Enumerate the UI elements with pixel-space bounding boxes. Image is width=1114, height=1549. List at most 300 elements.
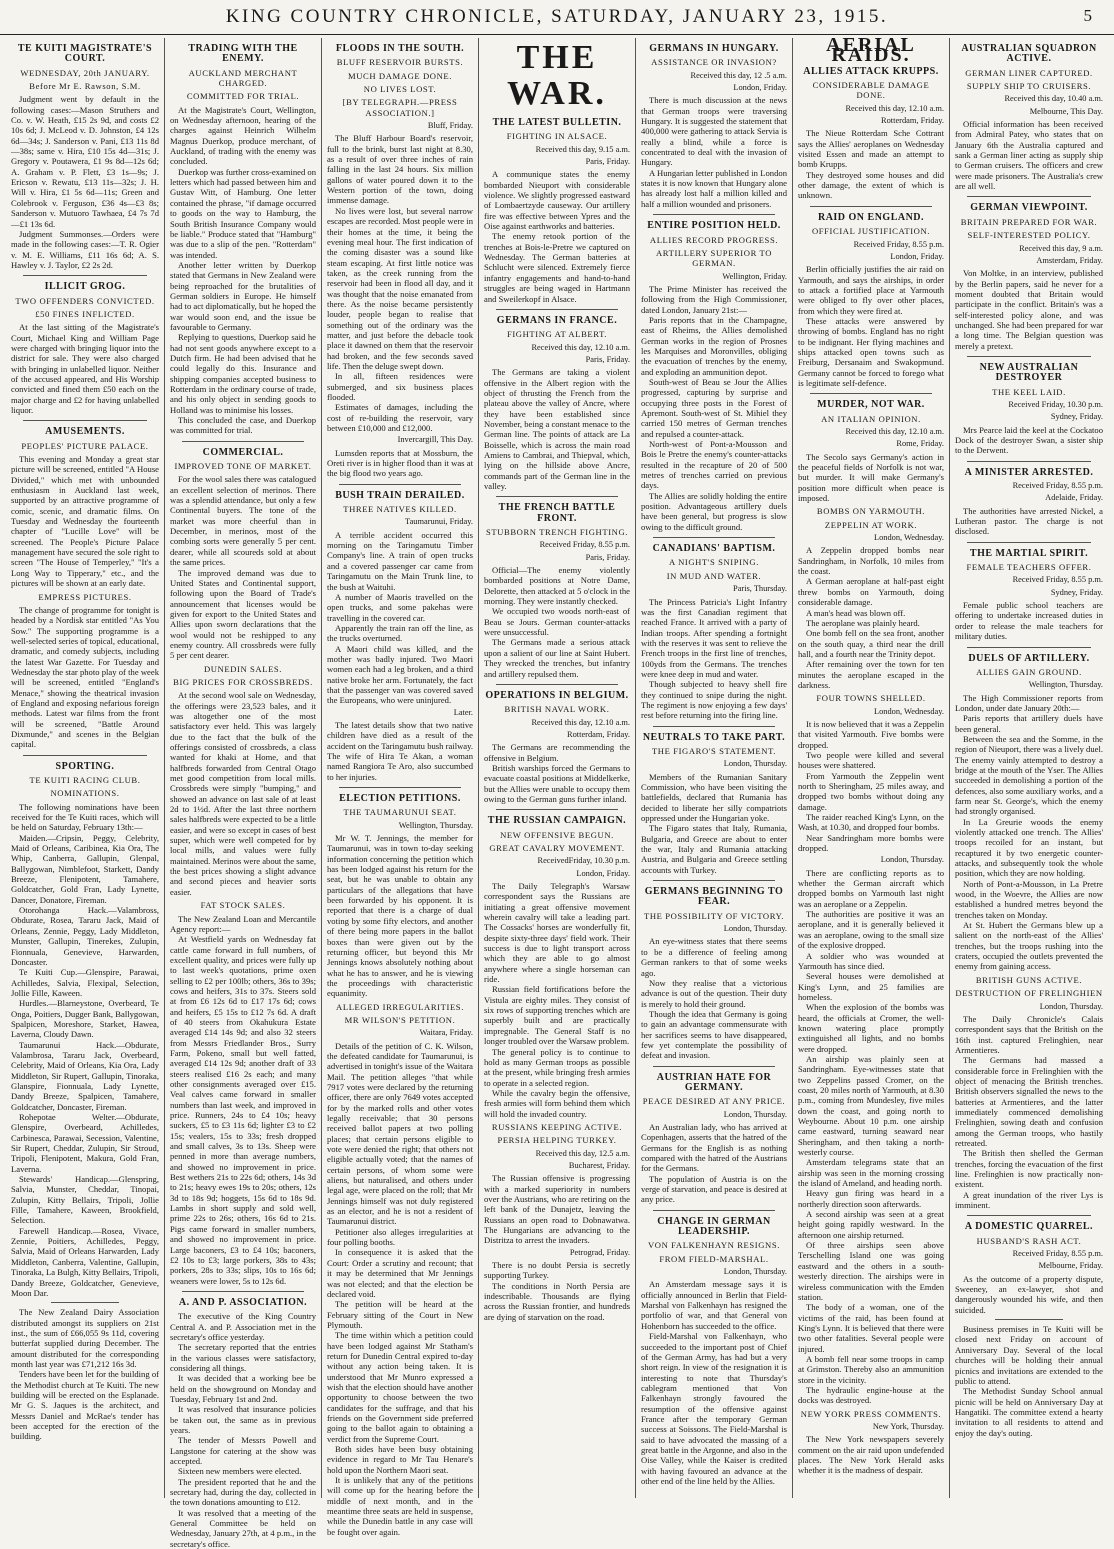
masthead — [0, 0, 1114, 35]
headline: A MINISTER ARRESTED. — [964, 466, 1094, 478]
divider — [496, 309, 618, 310]
article-paragraph: Von Moltke, in an interview, published by the Berlin papers, said he never for a moment doubted that Britain would participate in the conflict. Britain's was a self-interested policy alone, and was unchanged. She had been prepared for war a long time. The Belgian question was merely a pretext. — [955, 268, 1103, 351]
article-paragraph: A soldier who was wounded at Yarmouth has since died. — [798, 950, 944, 971]
subheading: BRITISH GUNS ACTIVE. — [975, 974, 1083, 985]
dateline: Paris, Friday. — [585, 354, 630, 364]
headline: COMMERCIAL. — [202, 446, 284, 458]
headline: MURDER, NOT WAR. — [817, 399, 925, 411]
article-paragraph: An eye-witness states that there seems to be a difference of feeling among German rankers to that of some weeks ago. — [641, 936, 787, 978]
article-paragraph: In La Greurie woods the enemy violently attacked one trench. The Allies' troops recoiled for an instant, but recaptured it by two energetic counter-attacks, and subsequently took the whole position, which they are now holding. — [955, 816, 1103, 879]
divider — [653, 1210, 775, 1211]
dateline: Received this day, 9.15 a.m. — [535, 144, 630, 154]
headline: ILLICIT GROG. — [44, 281, 126, 293]
subheading: FROM FIELD-MARSHAL. — [659, 1253, 769, 1264]
column-4 — [478, 38, 635, 1498]
article-paragraph: The New Zealand Loan and Mercantile Agency report:— — [170, 913, 316, 934]
article-paragraph: Field-Marshal von Falkenhayn, who succeeded to the important post of Chief of the German Army, has had but a very short reign. In view of the resignation it is interesting to note that Thursday's cablegram mentioned that Von Falkenhayn strongly favoured the resumption of the offensive against France after the temporary German success at Soissons. The Field-Marshal is said to have advocated the massing of a great battle in the Argonne, and also in the Oise Valley, while the Kaiser is credited with having favoured an advance at the other end of the line held by the Allies. — [641, 1331, 787, 1486]
dateline: Sydney, Friday. — [1050, 412, 1103, 422]
article-paragraph: A number of Maoris travelled on the open trucks, and some pakehas were travelling in the covered car. — [327, 591, 473, 623]
article-paragraph: The Princess Patricia's Light Infantry was the first Canadian regiment that reached France. It arrived with a party of Indian troops. After spending a fortnight with the reserves it was sent to relieve the French troops in the first line of trenches, 100yds from the Germans. The trenches were knee deep in mud and water. — [641, 596, 787, 679]
subheading: FIGHTING IN ALSACE. — [506, 131, 608, 142]
subheading: FIGHTING AT ALBERT. — [506, 329, 608, 340]
dateline: London, Thursday. — [880, 855, 944, 865]
article-paragraph: At the last sitting of the Magistrate's Court, Michael King and William Page were charged with bringing liquor into the district for sale. They were also charged with bringing in unlabelled liquor. Neither of the accused appeared, and His Worship convicted and fined them £50 each on the major charge and £2 for having unlabelled liquor. — [11, 322, 159, 415]
article-paragraph: The Germans are recommending the offensive in Belgium. — [484, 742, 630, 763]
dateline: Received this day, 12.10 a.m. — [531, 717, 630, 727]
subheading: FAT STOCK SALES. — [200, 900, 286, 911]
dateline: Invercargill, This Day. — [397, 435, 473, 445]
headline: ELECTION PETITIONS. — [339, 793, 461, 805]
article-paragraph: Near Sandringham more bombs were dropped. — [798, 832, 944, 854]
subheading: COMMITTED FOR TRIAL. — [186, 91, 300, 102]
dateline: Received this day, 12 .5 a.m. — [690, 70, 787, 80]
headline: GERMANS BEGINNING TO FEAR. — [644, 886, 784, 908]
article-paragraph: A bomb fell near some troops in camp at Grimston. Thereby also an ammunition store in the vicinity. — [798, 1353, 944, 1385]
divider — [653, 880, 775, 881]
dateline: New York, Thursday. — [872, 1421, 944, 1431]
divider — [967, 196, 1091, 197]
article-paragraph: Though the idea that Germany is going to gain an advantage commensurate with her sacrifices seems to have disappeared, few yet contemplate the possibility of defeat and invasion. — [641, 1008, 787, 1061]
article-paragraph: After remaining over the town for ten minutes the aeroplane escaped in the darkness. — [798, 659, 944, 690]
divider — [653, 726, 775, 727]
divider — [653, 214, 775, 215]
divider — [496, 684, 618, 685]
headline: CANADIANS' BAPTISM. — [652, 543, 776, 555]
article-paragraph: One bomb fell on the sea front, another on the south quay, a third near the drill hall, and a fourth near the Trinity depot. — [798, 628, 944, 659]
dateline: London, Thursday. — [723, 1267, 787, 1277]
article-paragraph: The following nominations have been received for the Te Kuiti races, which will be held on Saturday, February 13th:— — [11, 801, 159, 833]
dateline: Paris, Thursday. — [733, 584, 787, 594]
article-paragraph: Official—The enemy violently bombarded positions at Notre Dame, Delorette, then attacked at 5 o'clock in the morning. They were instantly checked. — [484, 565, 630, 607]
headline: THE MARTIAL SPIRIT. — [969, 547, 1089, 559]
dateline: Paris, Friday. — [585, 157, 630, 167]
dateline: Wellington, Thursday. — [1028, 680, 1103, 690]
article-paragraph: An Amsterdam message says it is officially announced in Berlin that Field-Marshal von Falkenhayn has resigned the portfolio of war, and that General von Hohenborn has succeeded to the office. — [641, 1279, 787, 1331]
subheading: NOMINATIONS. — [50, 788, 120, 799]
headline: A DOMESTIC QUARREL. — [964, 1221, 1094, 1233]
subheading: NEW YORK PRESS COMMENTS. — [800, 1408, 942, 1419]
article-paragraph: This evening and Monday a great star picture will be screened, entitled "A House Divided," which met with unbounded enthusiasm in Auckland last week, supported by an attractive programme of comic, scenic, and dramatic films. On Tuesday and Wednesday the fourteenth chapter of "Lucille Love" will be screened. The People's Picture Palace management have secured the sole right to screen "The House of Temperley," "It's a Long Way to Tipperary," etc., and the pictures will be shown at an early date. — [11, 454, 159, 589]
subheading: EMPRESS PICTURES. — [38, 591, 132, 602]
article-paragraph: An airship was plainly seen at Sandringham. Eye-witnesses state that two Zeppelins passed Cromer, on the coast, 20 miles north of Yarmouth, at 8.30 p.m., coming from Mundesley, five miles down the coast, and going north to Weybourne. About 10 p.m. one airship came eastward, turning seaward near Sheringham, and then taking a north-westerly course. — [798, 1053, 944, 1158]
article-paragraph: The New Zealand Dairy Association distributed amongst its suppliers on 21st inst., the sum of £66,055 9s 11d, covering butterfat supplied during December. The amount distributed for the corresponding month last year was £71,212 16s 3d. — [11, 1307, 159, 1369]
divider — [339, 484, 461, 485]
subheading: ALLIES RECORD PROGRESS. — [649, 234, 779, 245]
dateline: London, Wednesday. — [873, 533, 944, 543]
article-paragraph: It is now believed that it was a Zeppelin that visited Yarmouth. Five bombs were dropped. — [798, 718, 944, 750]
newspaper-title: KING COUNTRY CHRONICLE, SATURDAY, JANUARY 23, 1915. — [225, 6, 889, 27]
subheading: SELF-INTERESTED POLICY. — [967, 230, 1091, 241]
divider — [653, 1066, 775, 1067]
headline: NEW AUSTRALIAN DESTROYER — [979, 361, 1079, 384]
article-paragraph: No lives were lost, but several narrow escapes are recorded. Most people were in their homes at the time, it being the evening meal hour. The first indication of the coming disaster was a sound like steam escaping. At first little notice was taken, as the creek running from the reservoir had been in flood all day, and it was thought that the noise emanated from there. As the noise became persistently louder, people began to realise that something out of the ordinary was the matter, and just before the debacle took place it dawned on them that the reservoir had broken, and the few seconds saved life. Then the deluge swept down. — [327, 205, 473, 371]
article-paragraph: Tenders have been let for the building of the Methodist church at Te Kuiti. The new building will be erected on the Esplanade. Mr G. S. Jaques is the architect, and Messrs Daniel and McRae's tender has been accepted for the erection of the building. — [11, 1369, 159, 1442]
article-paragraph: British warships forced the Germans to evacuate coastal positions at Middelkerke, but the Allies were unable to occupy them owing to the German guns further inland. — [484, 762, 630, 804]
article-paragraph: Heavy gun firing was heard in a northerly direction soon afterwards. — [798, 1188, 944, 1209]
divider — [967, 356, 1091, 357]
subheading: AN ITALIAN OPINION. — [821, 413, 921, 424]
column-7 — [949, 38, 1108, 1498]
article-paragraph: Judgment Summonses.—Orders were made in the following cases:—T. R. Ogier v. M. E. Williams, £11 16s 6d; A. S. Hawley v. J. Taylor, £2 2s 2d. — [11, 228, 159, 270]
subheading: IMPROVED TONE OF MARKET. — [174, 461, 312, 472]
article-paragraph: This concluded the case, and Duerkop was committed for trial. — [170, 415, 316, 436]
divider — [23, 755, 147, 756]
headline: AUSTRALIAN SQUADRON ACTIVE. — [961, 43, 1097, 65]
headline: GERMANS IN FRANCE. — [496, 314, 618, 326]
dateline: Received this day, 12.10 a.m. — [845, 103, 944, 113]
article-paragraph: The Germans are taking a violent offensive in the Albert region with the object of thrusting the French from the plateau above the valley of Ancre, where they have been established since November, being a constant menace to the German line. The points of attack are La Boisselle, which is across the main road Amiens to Cambrai, and Thiepval, which, lying on the hillside above Ancre, commands part of the German line in the valley. — [484, 367, 630, 491]
article-paragraph: The aeroplane was plainly heard. — [806, 617, 920, 628]
article-paragraph: Now they realise that a victorious advance is out of the question. Their duty is merely to hold their ground. — [641, 977, 787, 1009]
subheading: STUBBORN TRENCH FIGHTING. — [485, 527, 629, 538]
article-paragraph: Hurdles.—Blarneystone, Overbeard, Te Onga, Poitiers, Dugger Bank, Ballygowan, Spalpicen, Moreshore, Starket, Hawea, Laverna, Cloudy Dawn. — [11, 998, 159, 1040]
article-paragraph: Otorohanga Hack.—Valambross, Obdurate, Rosea, Tararu Jack, Maid of Orleans, Zennie, Peggy, Lady Middleton, Munster, Gallupin, Tinerekes, Zulupin, Fionnuala, Genevieve, Harwarden, Doncaster. — [11, 905, 159, 967]
article-paragraph: Between the sea and the Somme, in the region of Nieuport, there was a lively duel. The enemy vainly attempted to destroy a bridge at the mouth of the Yser. The Allies succeeded in demolishing a portion of the defences, also some auxiliary works, and a farm near St. George's, which the enemy had strongly organised. — [955, 733, 1103, 817]
article-paragraph: North of Pont-a-Mousson, in La Pretre wood, in the Woevre, the Allies are now established a hundred metres beyond the trenches taken on Monday. — [955, 878, 1103, 920]
article-paragraph: A Hungarian letter published in London states it is now known that Hungary alone has already lost half a million killed and half a million wounded and prisoners. — [641, 167, 787, 209]
article-paragraph: The petition will be heard at the February sitting of the Court in New Plymouth. — [327, 1299, 473, 1330]
article-paragraph: It was resolved that a meeting of the General Committee be held on Wednesday, January 27th, at 4 p.m., in the secretary's office. — [170, 1507, 316, 1549]
article-paragraph: At Westfield yards on Wednesday fat cattle came forward in full numbers, of excellent quality, and prices were fully up to last week's quotations, prime oxen selling to £2 per 100lb; others, 36s to 39s; cows and heifers, 31s to 37s. Steers sold at from £6 12s 6d to £17 17s 6d; cows and heifers, £5 15s to £12 7s 6d. A draft of 40 steers from Okahukura Estate averaged £14 14s 9d; and also 32 steers from Messrs Friedlander Bros., Surry Farm, Pokeno, small but well fatted, averaged £14 12s 9d; another draft of 33 steers realised £16 2s each; and many other consignments averaged over £15. Veal calves came forward in smaller numbers than last week, and improved in price. Runners, 24s to £4 10s; heavy suckers, £5 to £3 11s 6d; lighter £3 to £2 15s; vealers, 15s to 33s; fresh dropped and small calves, 3s to 13s. Sheep were penned in more than average numbers, and showed no improvement in price. Best wethers 21s to 22s 6d; others, 14s 3d to 21s; heavy ewes 19s to 20s; others, 12s 3d to 18s 9d; hoggets, 15s 6d to 18s 9d. Lambs in short supply and sold well, prime 22s to 26s; others, 16s 6d to 21s. Pigs came forward in smaller numbers, and showed no improvement in price. Large baconers, £3 to £4 10s; baconers, £2 10s to £3; large porkers, 38s to 43s; porkers, 28s to 33s; slips, 10s to 16s 6d; weaners were lower, 5s to 12s 6d. — [170, 934, 316, 1286]
dateline: Received Friday, 8.55 p.m. — [1012, 575, 1103, 585]
article-paragraph: At the second wool sale on Wednesday, the offerings were 23,523 bales, and it was altogether one of the most satisfactory ever held. This was largely due to the fact that the bulk of the offerings consisted of crossbreds, a class wanted for khaki at Home, and that halfbreds forwarded from Central Otago met good competition from local mills. Crossbreds were simply "bumping," and showed an advance on last sale of at least 2d to 1½d. After the last three northern sales halfbreds were expected to be a little easier, and were so except in cases of best super, which were well competed for by local mills, and values were fully maintained. Merinos were about the same, the best prices showing a slight advance and second pieces and heavier sorts easier. — [170, 690, 316, 897]
article-paragraph: The British then shelled the German trenches, forcing the evacuation of the first line. Frelinghien is now practically non-existent. — [955, 1148, 1103, 1190]
article-paragraph: Duerkop was further cross-examined on letters which had passed between him and Gustav Witt, of Hamburg. One letter contained the phrase, "if damage occurred to goods on the way to Hamburg, the South British Insurance Company would be liable." Produce stated that "Hamburg" was due to a slip of the pen. "Rotterdam" was intended. — [170, 166, 316, 260]
subheading: MUCH DAMAGE DONE. — [347, 70, 452, 81]
article-paragraph: The Figaro states that Italy, Rumania, Bulgaria, and Greece are about to enter the war, Italy and Rumania attacking Austria, and Bulgaria and Greece settling accounts with Turkey. — [641, 823, 787, 875]
article-paragraph: Mrs Pearce laid the keel at the Cockatoo Dock of the destroyer Swan, a sister ship to the Derwent. — [955, 424, 1103, 456]
article-paragraph: Maiden.—Cripsin, Peggy, Celebrity, Maid of Orleans, Caribinea, Kia Ora, The Whip, Canberra, Gallupin, Glenpal, Ballygowan, Nimblefoot, Starkett, Dandy Breeze, Flenipotent, Tamahere, Goldcatcher, Gold Fran, Lady Lynette, Dancer, Donatore, Fireman. — [11, 832, 159, 905]
dateline: ReceivedFriday, 10.30 p.m. — [537, 856, 630, 866]
article-paragraph: There is much discussion at the news that German troops were traversing Hungary. It is suggested the statement that 400,000 were gathering to attack Servia is really a blind, while a force is concentrated to deal with the invasion of Hungary. — [641, 95, 787, 168]
dateline: London, Thursday. — [723, 924, 787, 934]
article-paragraph: Of three airships seen above Terschelling Island one was going eastward and the others in a south-westerly direction. The airships were in wireless communication with the Emden station. — [798, 1240, 944, 1302]
article-paragraph: At St. Hubert the Germans blew up a salient on the north-east of the Allies' trenches, but the troops rushing into the craters, occupied the outlets prevented the enemy from gaining access. — [955, 920, 1103, 972]
page-number: 5 — [1083, 6, 1092, 25]
subheading: GERMAN LINER CAPTURED. — [965, 67, 1093, 78]
article-paragraph: The Secolo says Germany's action in the peaceful fields of Norfolk is not war, but murder. It will make Germany's position more difficult when peace is imposed. — [798, 451, 944, 504]
article-paragraph: The improved demand was due to United States and Continental support, following upon the Board of Trade's announcement that licenses would be given for export to the United States and Allies upon sworn declarations that the wool would not be reshipped to any enemy country. All crossbreds were fully 5 per cent dearer. — [170, 567, 316, 661]
subheading: PERSIA HELPING TURKEY. — [497, 1135, 617, 1146]
dateline: Received this day, 12.10 a.m. — [531, 342, 630, 352]
article-paragraph: Official information has been received from Admiral Patey, who states that on January 6th the Australia captured and sank a German liner acting as supply ship to German cruisers. The officers and crew were made prisoners. The Australia's crew are all well. — [955, 119, 1103, 192]
subheading: TWO OFFENDERS CONVICTED. — [15, 295, 155, 306]
article-paragraph: They destroyed some houses and did other damage, the extent of which is unknown. — [798, 169, 944, 201]
dateline: Bucharest, Friday. — [568, 1160, 630, 1170]
article-paragraph: A Zeppelin dropped bombs near Sandringham, in Norfolk, 10 miles from the coast. — [798, 545, 944, 577]
article-paragraph: South-west of Beau se Jour the Allies progressed, capturing by surprise and occupying three posts in the Forest of Apremont. South-west of St. Mihiel they carried 150 metres of German trenches and repulsed a counter-attack. — [641, 376, 787, 439]
dateline: Adelaide, Friday. — [1045, 493, 1103, 503]
dateline: Received Friday, 8.55 p.m. — [539, 540, 630, 550]
article-paragraph: There is no doubt Persia is secretly supporting Turkey. — [484, 1260, 630, 1281]
subheading: AUCKLAND MERCHANT CHARGED. — [188, 67, 298, 89]
subheading: ARTILLERY SUPERIOR TO GERMAN. — [655, 247, 772, 269]
dateline: Waitara, Friday. — [419, 1028, 473, 1038]
dateline: London, Thursday. — [723, 759, 787, 769]
headline: ENTIRE POSITION HELD. — [647, 220, 781, 232]
headline: THE FRENCH BATTLE FRONT. — [498, 502, 616, 524]
subheading: BIG PRICES FOR CROSSBREDS. — [173, 676, 313, 687]
headline: AMUSEMENTS. — [45, 426, 125, 438]
article-paragraph: The Daily Chronicle's Calais correspondent says that the British on the 16th inst. captured Frelinghien, near Armentieres. — [955, 1013, 1103, 1055]
subheading: IN MUD AND WATER. — [666, 570, 762, 581]
headline: TE KUITI MAGISTRATE'S COURT. — [17, 43, 153, 65]
section-banner: AERIAL RAIDS. — [826, 34, 916, 67]
article-paragraph: Replying to questions, Duerkop said he had not sent goods anywhere except to a Dutch firm. He had been advised that he could legally do this. Insurance and shipping companies accepted business to Rotterdam in the ordinary course of trade, and his only object in sending goods to Holland was to minimise his losses. — [170, 332, 316, 415]
dateline: London, Friday. — [733, 83, 787, 93]
subheading: THE TAUMARUNUI SEAT. — [343, 807, 457, 818]
article-paragraph: The executive of the King Country Central A. and P. Association met in the secretary's office yesterday. — [170, 1311, 316, 1342]
headline: THE LATEST BULLETIN. — [492, 117, 622, 128]
dateline: Received this day, 12.5 a.m. — [535, 1148, 630, 1158]
article-paragraph: The body of a woman, one of the victims of the raid, has been found at King's Lynn. It is believed that there were two other fatalities. Several people were injured. — [798, 1302, 944, 1354]
subheading: TE KUITI RACING CLUB. — [29, 775, 141, 785]
dateline: London, Friday. — [576, 868, 630, 878]
headline: A. AND P. ASSOCIATION. — [178, 1296, 308, 1308]
subheading: NEW OFFENSIVE BEGUN. — [500, 829, 614, 840]
article-paragraph: Te Kuiti Cup.—Glenspire, Parawai, Achilledes, Salvia, Flexipal, Selection, Jollie Fille, Kaween. — [11, 967, 159, 998]
article-paragraph: The conditions in North Persia are indescribable. Thousands are flying across the Russian frontier, and hundreds are dying of starvation on the road. — [484, 1280, 630, 1322]
article-paragraph: A man's head was blown off. — [806, 607, 906, 618]
article-paragraph: The Daily Telegraph's Warsaw correspondent says the Russians are initiating a great offensive movement wherein cavalry will take a leading part. The Cossacks' horses are wonderfully fit, despite sixty-three days' field work. Their success is due to light transport across which they are able to go almost anywhere where a single horseman can ride. — [484, 881, 630, 985]
article-paragraph: A Maori child was killed, and the mother was badly injured. Two Maori women each had a leg broken, and a third native broke her arm. Fortunately, the fact that the passenger van was covered saved the Europeans, who were uninjured. — [327, 643, 473, 706]
subheading: BRITAIN PREPARED FOR WAR. — [960, 216, 1098, 227]
dateline: Melbourne, This Day. — [1029, 106, 1103, 116]
divider — [995, 1319, 1063, 1320]
subheading: BRITISH NAVAL WORK. — [504, 704, 610, 715]
article-paragraph: For the wool sales there was catalogued an excellent selection of merinos. There was a splendid attendance, but only a few Continental buyers. The tone of the market was more cheerful than in December, in merinos, most of the combing sorts were generally 5 per cent. dearer, while all scoureds sold at about the same prices. — [170, 474, 316, 568]
article-paragraph: North-west of Pont-a-Mousson and Bois le Pretre the enemy's counter-attacks resulted in the recapture of 20 of 500 metres of trenches carried on previous days. — [641, 439, 787, 491]
divider — [182, 1291, 304, 1292]
headline: THE RUSSIAN CAMPAIGN. — [487, 815, 627, 827]
article-paragraph: The New York newspapers severely comment on the air raid upon undefended places. The New York Herald asks whether it is the madness of despair. — [798, 1434, 944, 1476]
article-paragraph: A second airship was seen at a great height going rapidly westward. In the afternoon one airship returned. — [798, 1209, 944, 1240]
article-paragraph: Paris reports that in the Champagne, east of Rheims, the Allies demolished German works in the region of Prosnes les Marquises and Moronvilles, obliging the evacuation of trenches by the enemy, and exploding an ammunition depot. — [641, 314, 787, 377]
dateline: Paris, Friday. — [585, 552, 630, 562]
article-paragraph: The Russian offensive is progressing with a marked superiority in numbers over the Austrians, who are retiring on the left bank of the Dunajetz, leaving the Russians an open road to Dobnawatwa. The Hungarians are advancing to the Distritza to arrest the invaders. — [484, 1173, 630, 1246]
headline: ALLIES ATTACK KRUPPS. — [803, 65, 939, 77]
divider — [967, 647, 1091, 648]
article-paragraph: The High Commissioner reports from London, under date January 20th:— — [955, 692, 1103, 713]
article-paragraph: The tender of Messrs Powell and Langstone for catering at the show was accepted. — [170, 1435, 316, 1467]
article-paragraph: Several houses were demolished at King's Lynn, and 25 families are homeless. — [798, 971, 944, 1002]
divider — [339, 787, 461, 788]
dateline: Received this day, 9 a.m. — [1019, 243, 1103, 253]
headline: AUSTRIAN HATE FOR GERMANY. — [656, 1071, 772, 1093]
article-paragraph: Another letter written by Duerkop stated that Germans in New Zealand were being reproached for the brutalities of German soldiers in Europe. He himself had to act diplomatically, but he hoped the war would soon end, and the issue be favourable to Germany. — [170, 259, 316, 332]
subheading: SUPPLY SHIP TO CRUISERS. — [966, 81, 1092, 92]
headline: OPERATIONS IN BELGIUM. — [485, 689, 629, 701]
subheading: ASSISTANCE OR INVASION? — [651, 57, 777, 68]
article-paragraph: A great inundation of the river Lys is imminent. — [955, 1189, 1103, 1211]
headline: NEUTRALS TO TAKE PART. — [642, 731, 786, 743]
section-banner: THE WAR. — [507, 39, 607, 112]
article-paragraph: From Yarmouth the Zeppelin went north to Sheringham, 25 miles away, and dropped two bombs without doing any damage. — [798, 770, 944, 812]
subheading: ALLIES GAIN GROUND. — [976, 666, 1082, 677]
subheading: FOUR TOWNS SHELLED. — [816, 693, 926, 704]
dateline: Sydney, Friday. — [1050, 587, 1103, 597]
article-paragraph: It was decided that a working bee be held on the showground on Monday and Tuesday, February 1st and 2nd. — [170, 1373, 316, 1404]
article-paragraph: The authorities are positive it was an aeroplane, and it is generally believed it was an aeroplane, owing to the small size of the explosive dropped. — [798, 909, 944, 951]
article-paragraph: Both sides have been busy obtaining evidence in regard to Mr Tau Henare's hold upon the Northern Maori seat. — [327, 1444, 473, 1475]
dateline: Wellington, Friday. — [722, 271, 787, 281]
article-paragraph: A German aeroplane at half-past eight threw bombs on Yarmouth, doing considerable damage. — [798, 576, 944, 608]
divider — [967, 1215, 1091, 1216]
headline: SPORTING. — [55, 760, 115, 772]
article-paragraph: When the explosion of the bombs was heard, the officials at Cromer, the well-known watering place promptly extinguished all lights, and no bombs were dropped. — [798, 1002, 944, 1054]
subheading: RUSSIANS KEEPING ACTIVE. — [491, 1121, 623, 1132]
dateline: London, Thursday. — [723, 1109, 787, 1119]
article-paragraph: Judgment went by default in the following cases:—Mason Struthers and Co. v. W. Heath, £15 2s 9d, and costs £2 10s 6d; J. McLeod v. D. Johnston, £4 12s 6d—34s; J. Sanderson v. Pani, £13 11s 8d—38s; same v. Hira, £10 15s 4d—31s; J. Gregory v. Poutawera, £1 9s 8d—12s 6d; A. Graham v. P. Flett, £3 1s—9s; J. Ericson v. Rewatu, £13 11s—32s; J. H. Will v. Hira, £1 5s 6d—11s; Green and Colebrook v. Ferguson, £36 4s—£3 8s; Sanderson v. Mutuoro Tawhaea, £4 7s 7d—£1 13s 6d. — [11, 94, 159, 229]
article-paragraph: A terrible accident occurred this morning on the Taringamutu Timber Company's line. A train of open trucks and a covered passenger car came from Taringamutu on the Main Trunk line, to the bush at Waituhi. — [327, 529, 473, 592]
dateline: Rotterdam, Friday. — [567, 729, 630, 739]
subheading: THE FIGARO'S STATEMENT. — [651, 745, 777, 756]
headline: BUSH TRAIN DERAILED. — [335, 489, 465, 501]
dateline: Petrograd, Friday. — [569, 1247, 630, 1257]
subheading: BLUFF RESERVOIR BURSTS. — [336, 57, 464, 68]
dateline: Melbourne, Friday. — [1038, 1261, 1103, 1271]
article-paragraph: Sixteen new members were elected. — [178, 1466, 302, 1477]
divider — [182, 441, 304, 442]
subheading: ZEPPELIN AT WORK. — [824, 519, 918, 530]
divider — [496, 496, 618, 497]
dateline: Later. — [453, 707, 473, 717]
subheading: PEACE DESIRED AT ANY PRICE. — [642, 1096, 786, 1107]
dateline: Rotterdam, Friday. — [881, 116, 944, 126]
dateline: Amsterdam, Friday. — [1036, 255, 1103, 265]
dateline: Bluff, Friday. — [427, 121, 473, 131]
column-3 — [321, 38, 478, 1537]
dateline: Wellington, Thursday. — [398, 820, 473, 830]
dateline: Received Friday, 10.30 p.m. — [1008, 399, 1103, 409]
subheading: FEMALE TEACHERS OFFER. — [966, 562, 1092, 573]
article-paragraph: The secretary reported that the entries in the various classes were satisfactory, considering all things. — [170, 1342, 316, 1373]
subheading: CONSIDERABLE DAMAGE DONE. — [812, 80, 930, 101]
dateline: Received Friday, 8.55 p.m. — [1012, 481, 1103, 491]
article-paragraph: The Nieue Rotterdam Sche Cottrant says the Allies' aeroplanes on Wednesday visited Essen and made an attempt to bomb Krupps. — [798, 128, 944, 170]
article-paragraph: Stewards' Handicap.—Glenspring, Salvia, Munster, Cheddar, Tinopai, Zulupin, Kitty Bellairs, Tripoli, Jollie Fille, Tamahere, Kaween, Brookfield, Selection. — [11, 1174, 159, 1226]
article-paragraph: The Germans had massed a considerable force in Frelinghien with the object of menacing the British trenches. British observers signalled the news to the batteries at Armentieres, and the latter immediately commenced demolishing Frelinghien, sowing death and confusion among the German troops, who hastily retreated. — [955, 1055, 1103, 1148]
newspaper-columns — [6, 34, 1108, 1549]
article-paragraph: The change of programme for tonight is headed by a Nordisk star entitled "As You Sow." The supporting programme is a well-selected series of topical, educational, dramatic, and comedy subjects, including the latest War Gazette. For Tuesday and Wednesday the star photo play of the week will be screened, entitled "England's Menace," showing the theatrical invasion of England and exposing nefarious foreign methods. Latest war films from the front will be screened, "Battle Around Dixmunde," and scenes in the Belgian capital. — [11, 604, 159, 750]
article-paragraph: Mr W. T. Jennings, the member for Taumarunui, was in town to-day seeking information concerning the petition which has been lodged against his return for the seat, but he was unable to obtain any particulars of the allegations that have been forwarded by his opponent. It is reported that there is a charge of dual voting by some fifty electors, and another of there being more papers in the ballot boxes than were given out by the returning officer, but beyond this Mr Jennings knows absolutely nothing about what he has to answer, and he is viewing the proceedings with characteristic equanimity. — [327, 833, 473, 999]
column-2 — [164, 38, 321, 1549]
article-paragraph: Farewell Handicap.—Rosea, Vivace, Zennie, Poitiers, Achilledes, Peggy, Salvia, Maid of Orleans Harwarden, Lady Middleton, Canberra, Valentine, Gallupin, Tinoraka, La Bulgh, Kitty Bellairs, Tripoli, Dandy Breeze, Goldcatcher, Genevieve, Moon Dar. — [11, 1225, 159, 1298]
divider — [810, 393, 932, 394]
subheading: Before Mr E. Rawson, S.M. — [29, 81, 141, 92]
article-paragraph: The population of Austria is on the verge of starvation, and peace is desired at any price. — [641, 1173, 787, 1205]
divider — [967, 461, 1091, 462]
headline: CHANGE IN GERMAN LEADERSHIP. — [657, 1215, 771, 1238]
subheading: GREAT CAVALRY MOVEMENT. — [489, 842, 625, 853]
subheading: NO LIVES LOST. — [363, 84, 437, 95]
article-paragraph: Female public school teachers are offering to undertake increased duties in order to release the male teachers for military duties. — [955, 600, 1103, 642]
headline: RAID ON ENGLAND. — [817, 211, 925, 223]
subheading: WEDNESDAY, 20th JANUARY. — [20, 67, 150, 78]
article-paragraph: Taumarunui Hack.—Obdurate, Valambrosa, Tararu Jack, Overbeard, Celebrity, Maid of Orleans, Kia Ora, Lady Middleton, Sir Rupert, Gallupin, Tinoraka, Glanspire, Fionnuala, Lady Lynette, Dandy Breeze, Spalpicen, Tamahere, Goldcatcher, Doncaster, Fireman. — [11, 1039, 159, 1112]
article-paragraph: In all, fifteen residences were submerged, and six business places flooded. — [327, 371, 473, 402]
article-paragraph: The Bluff Harbour Board's reservoir, full to the brink, burst last night at 8.30, as a result of over three inches of rain falling in the last 24 hours. Six million gallons of water poured down it to the Western portion of the town, doing immense damage. — [327, 133, 473, 206]
column-6 — [792, 34, 949, 1498]
column-5 — [635, 38, 792, 1498]
divider — [967, 542, 1091, 543]
headline: GERMANS IN HUNGARY. — [649, 43, 779, 54]
divider — [653, 537, 775, 538]
dateline: London, Friday. — [890, 251, 944, 261]
article-paragraph: In consequence it is asked that the Court: Order a scrutiny and recount; that it may be determined that Mr Jennings was not elected; and that the election be declared void. — [327, 1247, 473, 1299]
subheading: MR WILSON'S PETITION. — [344, 1014, 456, 1025]
column-1 — [6, 38, 164, 1498]
article-paragraph: The hydraulic engine-house at the docks was destroyed. — [798, 1384, 944, 1406]
subheading: HUSBAND'S RASH ACT. — [976, 1235, 1082, 1246]
article-paragraph: The latest details show that two native children have died as a result of the accident on the Taringamutu bush railway. The wife of Hira Te Akan, a woman named Rangiora Te Aro, also succumbed to her injuries. — [327, 719, 473, 782]
dateline: London, Wednesday. — [873, 706, 944, 716]
subheading: THREE NATIVES KILLED. — [343, 504, 457, 515]
article-paragraph: Lumsden reports that at Mossburn, the Oreti river is in higher flood than it was at the big flood two years ago. — [327, 447, 473, 479]
article-paragraph: While the cavalry begin the offensive, fresh armies will form behind them which will hold the invaded country. — [484, 1087, 630, 1119]
article-paragraph: A communique states the enemy bombarded Nieuport with considerable violence. We slightly progressed eastward of Lombaertzyde causeway. Our artillery fire was effective between Ypres and the Oise against earthworks and batteries. — [484, 169, 630, 232]
article-paragraph: The time within which a petition could have been lodged against Mr Statham's return for Dunedin Central expired to-day without any action being taken. It is understood that Mr Munro expressed a wish that the election should have another opportunity to choose between the two candidates for the suffrage, and that his friends on the Government side preferred going to the ballot again to obtaining a verdict from the Supreme Court. — [327, 1330, 473, 1444]
article-paragraph: It was resolved that insurance policies be taken out, the same as in previous years. — [170, 1404, 316, 1435]
subheading: PEOPLES' PICTURE PALACE. — [21, 440, 149, 451]
dateline: Received Friday, 8.55 p.m. — [853, 239, 944, 249]
dateline: Received this day, 12.10 a.m. — [845, 427, 944, 436]
divider — [23, 420, 147, 421]
subheading: OFFICIAL JUSTIFICATION. — [811, 226, 931, 237]
divider — [51, 1302, 119, 1303]
article-paragraph: Petitioner also alleges irregularities at four polling booths. — [327, 1226, 473, 1248]
headline: GERMAN VIEWPOINT. — [970, 202, 1088, 214]
article-paragraph: The raider reached King's Lynn, on the Wash, at 10.30, and dropped four bombs. — [798, 812, 944, 833]
subheading: DUNEDIN SALES. — [203, 663, 283, 674]
subheading: £50 FINES INFLICTED. — [35, 308, 135, 319]
dateline: London, Thursday. — [1039, 1001, 1103, 1011]
subheading: THE POSSIBILITY OF VICTORY. — [643, 910, 785, 921]
divider — [496, 809, 618, 810]
article-paragraph: Though subjected to heavy shell fire they continued to snipe during the night. The regiment is now enjoying a few days' rest before returning into the firing line. — [641, 679, 787, 721]
article-paragraph: The Allies are solidly holding the entire position. Advantageous artillery duels have been general, but progress is slow owing to the difficult ground. — [641, 490, 787, 532]
article-paragraph: As the outcome of a property dispute, Sweeney, an ex-lawyer, shot and dangerously wounded his wife, and then suicided. — [955, 1273, 1103, 1315]
dateline: Rome, Friday. — [896, 439, 944, 449]
article-paragraph: The Germans made a serious attack upon a salient of our line at Saint Hubert. They wrecked the trenches, but infantry and artillery repulsed them. — [484, 637, 630, 679]
article-paragraph: Two people were killed and several houses were shattered. — [798, 749, 944, 771]
dateline: Received Friday, 8.55 p.m. — [1012, 1249, 1103, 1259]
article-paragraph: The Prime Minister has received the following from the High Commissioner, dated London, January 21st:— — [641, 283, 787, 315]
article-paragraph: Paris reports that artillery duels have been general. — [955, 713, 1103, 734]
article-paragraph: Details of the petition of C. K. Wilson, the defeated candidate for Taumarunui, is advertised in tonight's issue of the Waitara Mail. The petition alleges "that while 7917 votes were declared by the returning officer, there are only 7649 votes accepted for by the marked rolls and other votes legally receivable; that 30 persons received ballot papers at two polling places; that certain persons eligible to vote were denied the right; that others not eligible actually voted; that the names of certain persons, of whom some were aliens, but naturalised, and others under legal age, were placed on the roll; that Mr Jennings himself was not duly registered as an elector, and he is not a resident of Taumarunui district. — [327, 1040, 473, 1227]
headline: DUELS OF ARTILLERY. — [968, 652, 1090, 664]
article-paragraph: There are conflicting reports as to whether the German aircraft which dropped bombs on Yarmouth last night was an aeroplane or a Zeppelin. — [798, 867, 944, 909]
article-paragraph: Berlin officially justifies the air raid on Yarmouth, and says the airships, in order to attack a fortified place at Yarmouth were obliged to fly over other places, from which they were fired at. — [798, 264, 944, 316]
article-paragraph: Apparently the train ran off the line, as the trucks overturned. — [327, 622, 473, 644]
article-paragraph: We occupied two woods north-east of Beau se Jours. German counter-attacks were unsuccessful. — [484, 606, 630, 638]
divider — [810, 206, 932, 207]
subheading: DESTRUCTION OF FRELINGHIEN — [955, 988, 1103, 999]
press-credit: [BY TELEGRAPH.—PRESS ASSOCIATION.] — [342, 97, 458, 118]
subheading: A NIGHT'S SNIPING. — [669, 557, 759, 568]
subheading: ALLEGED IRREGULARITIES. — [336, 1001, 464, 1012]
article-paragraph: Russian field fortifications before the Vistula are eighty miles. They consist of six rows of supporting trenches which are superbly built and are practically impregnable. The General Staff is no longer troubled over the Warsaw problem. — [484, 984, 630, 1047]
article-paragraph: An Australian lady, who has arrived at Copenhagen, asserts that the hatred of the Germans for the English is as nothing compared with the hatred of the Austrians for the Germans. — [641, 1121, 787, 1174]
article-paragraph: It is unlikely that any of the petitions will come up for the hearing before the middle of next month, and in the meantime three seats are held in suspense, while the Dunedin battle in any case will be fought over again. — [327, 1475, 473, 1537]
article-paragraph: The president reported that he and the secretary had, during the day, collected in the town donations amounting to £12. — [170, 1476, 316, 1508]
article-paragraph: The Methodist Sunday School annual picnic will be held on Anniversary Day at Hangatiki. The committee extend a hearty invitation to all residents to attend and enjoy the day's outing. — [955, 1386, 1103, 1438]
article-paragraph: Estimates of damages, including the cost of re-building the reservoir, vary between £10,000 and £12,000. — [327, 402, 473, 434]
article-paragraph: The enemy retook portion of the trenches at Bois-le-Pretre we captured on Wednesday. The German batteries at Schlucht were silenced. Extremely fierce infantry engagements and hand-to-hand struggles are being waged in Hartmann and Sweilerkopf in Alsace. — [484, 231, 630, 304]
article-paragraph: Business premises in Te Kuiti will be closed next Friday on account of Anniversary Day. Several of the local churches will be holding their annual picnics and invitations are extended to the public to attend. — [955, 1324, 1103, 1386]
headline: TRADING WITH THE ENEMY. — [188, 43, 298, 65]
article-paragraph: The authorities have arrested Nickel, a Lutheran pastor. The charge is not disclosed. — [955, 505, 1103, 537]
